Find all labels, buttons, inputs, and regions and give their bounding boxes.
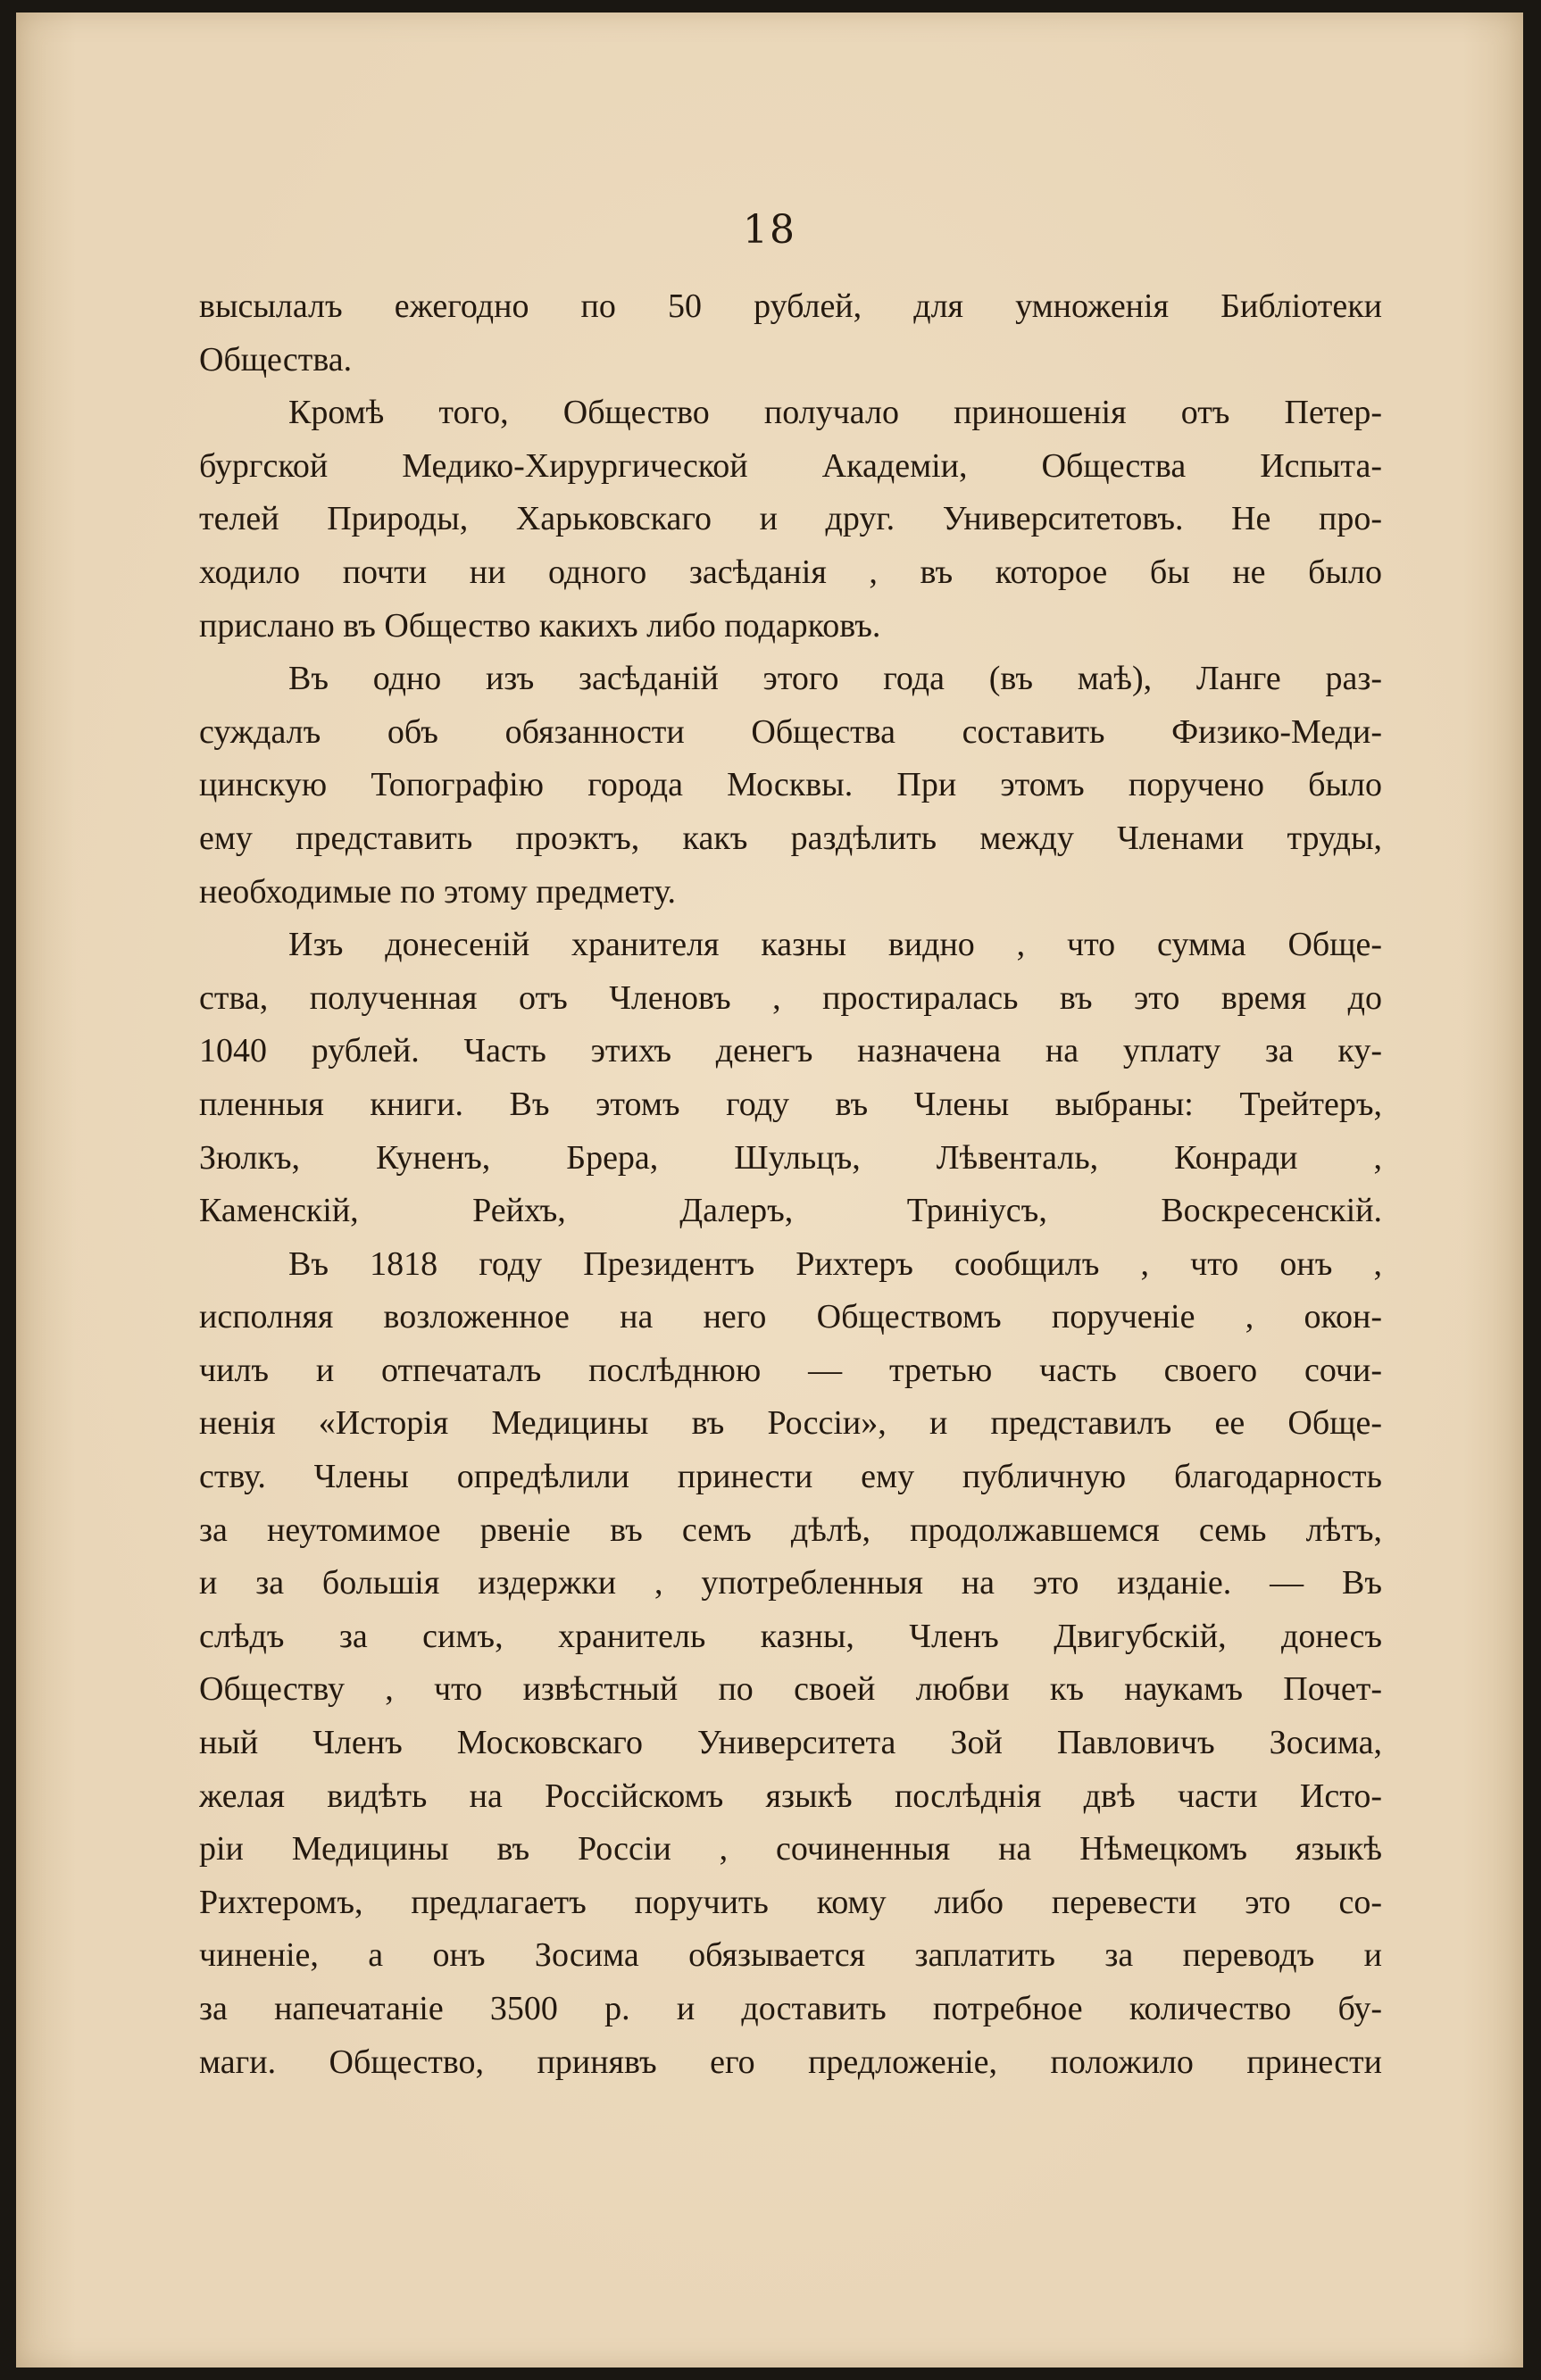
text-line: ріи Медицины въ Россіи , сочиненныя на Нѣмецкомъ языкѣ	[199, 1830, 1382, 1868]
text-line: Обществу , что извѣстный по своей любви къ наукамъ Почет-	[199, 1670, 1382, 1709]
text-line: ненія «Исторія Медицины въ Россіи», и представилъ ее Обще-	[199, 1404, 1382, 1443]
text-line: телей Природы, Харьковскаго и друг. Университетовъ. Не про-	[199, 500, 1382, 538]
text-line: Изъ донесеній хранителя казны видно , что сумма Обще-	[288, 926, 1382, 964]
text-line: пленныя книги. Въ этомъ году въ Члены выбраны: Трейтеръ,	[199, 1085, 1382, 1123]
text-line: Рихтеромъ, предлагаетъ поручить кому либо перевести это со-	[199, 1883, 1382, 1921]
text-line: ходило почти ни одного засѣданія , въ которое бы не было	[199, 553, 1382, 591]
text-line: ству. Члены опредѣлили принести ему публичную благодарность	[199, 1458, 1382, 1496]
text-line: за напечатаніе 3500 р. и доставить потребное количество бу-	[199, 1990, 1382, 2027]
text-line: маги. Общество, принявъ его предложеніе, положило принести	[199, 2043, 1382, 2081]
text-line: за неутомимое рвеніе въ семъ дѣлѣ, продолжавшемся семь лѣтъ,	[199, 1510, 1382, 1549]
text-line: ный Членъ Московскаго Университета Зой Павловичъ Зосима,	[199, 1724, 1382, 1762]
text-line: Общества.	[199, 340, 353, 379]
text-line: исполняя возложенное на него Обществомъ порученіе , окон-	[199, 1298, 1382, 1336]
text-line: ему представить проэктъ, какъ раздѣлить между Членами труды,	[199, 819, 1382, 857]
body-text	[199, 280, 1382, 2089]
text-line: чилъ и отпечаталъ послѣднюю — третью часть своего сочи-	[199, 1351, 1382, 1389]
text-line: Кромѣ того, Общество получало приношенія отъ Петер-	[288, 394, 1382, 432]
text-line: 1040 рублей. Часть этихъ денегъ назначена на уплату за ку-	[199, 1032, 1382, 1070]
text-line: желая видѣть на Россійскомъ языкѣ послѣднія двѣ части Исто-	[199, 1777, 1382, 1815]
text-line: Въ 1818 году Президентъ Рихтеръ сообщилъ , что онъ ,	[288, 1244, 1382, 1283]
text-line: цинскую Топографію города Москвы. При этомъ поручено было	[199, 766, 1382, 804]
text-line: ства, полученная отъ Членовъ , простиралась въ это время до	[199, 978, 1382, 1017]
page-number: 18	[743, 207, 796, 253]
text-line: необходимые по этому предмету.	[199, 872, 676, 911]
text-line: Каменскій, Рейхъ, Далеръ, Триніусъ, Воскресенскій.	[199, 1192, 1382, 1230]
text-line: слѣдъ за симъ, хранитель казны, Членъ Двигубскій, донесъ	[199, 1617, 1382, 1655]
text-line: Зюлкъ, Куненъ, Брера, Шульцъ, Лѣвенталь, Конради ,	[199, 1138, 1382, 1177]
text-line: Въ одно изъ засѣданій этого года (въ маѣ), Ланге раз-	[288, 660, 1382, 698]
text-line: и за большія издержки , употребленныя на это изданіе. — Въ	[199, 1564, 1382, 1602]
text-line: суждалъ объ обязанности Общества составить Физико-Меди-	[199, 712, 1382, 751]
book-page	[16, 12, 1523, 2368]
text-line: прислано въ Общество какихъ либо подарковъ.	[199, 606, 881, 645]
text-line: чиненіе, а онъ Зосима обязывается заплатить за переводъ и	[199, 1936, 1382, 1975]
text-line: высылалъ ежегодно по 50 рублей, для умноженія Библіотеки	[199, 287, 1382, 325]
text-line: бургской Медико-Хирургической Академіи, Общества Испыта-	[199, 446, 1382, 485]
